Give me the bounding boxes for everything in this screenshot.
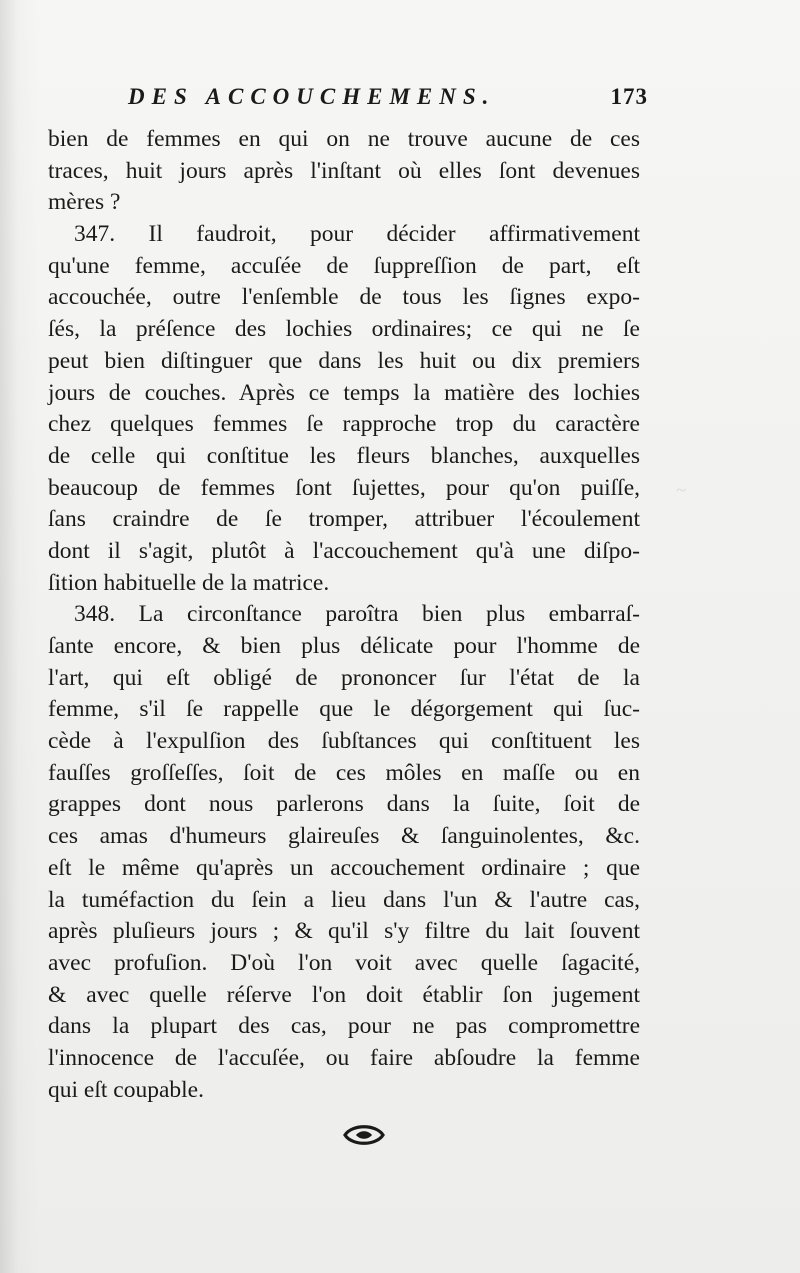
text-line: eſt le même qu'après un accouchement ordinaire ; que xyxy=(48,854,640,881)
text-line: bien de femmes en qui on ne trouve aucune de ces xyxy=(48,126,640,152)
text-line: de celle qui conſtitue les fleurs blanches, auxquelles xyxy=(48,442,640,469)
text-line: accouchée, outre l'enſemble de tous les ſignes expo- xyxy=(48,284,640,311)
text-line: ſés, la préſence des lochies ordinaires; ce qui ne ſe xyxy=(48,316,640,343)
text-line: avec profuſion. D'où l'on voit avec quelle ſagacité, xyxy=(48,949,640,976)
page-number: 173 xyxy=(610,84,648,109)
text-line: après pluſieurs jours ; & qu'il s'y filtre du lait ſouvent xyxy=(48,918,640,945)
text-line: peut bien diſtinguer que dans les huit ou dix premiers xyxy=(48,347,640,374)
body-text xyxy=(48,124,640,1106)
text-line: ces amas d'humeurs glaireuſes & ſanguinolentes, &c. xyxy=(48,823,640,850)
text-line: l'innocence de l'accuſée, ou faire abſoudre la femme xyxy=(48,1044,640,1071)
fleuron-icon xyxy=(342,1122,386,1148)
text-line: cède à l'expulſion des ſubſtances qui conſtituent les xyxy=(48,728,640,755)
text-line: dont il s'agit, plutôt à l'accouchement qu'à une diſpo- xyxy=(48,537,640,564)
text-line: ſans craindre de ſe tromper, attribuer l'écoulement xyxy=(48,506,640,533)
paragraph-347-start: 347. Il faudroit, pour décider affirmativement xyxy=(74,221,640,248)
text-line: femme, s'il ſe rappelle que le dégorgement qui ſuc- xyxy=(48,696,640,723)
text-line: qu'une femme, accuſée de ſuppreſſion de part, eſt xyxy=(48,252,640,279)
text-line: ſition habituelle de la matrice. xyxy=(48,569,330,596)
text-line: jours de couches. Après ce temps la matière des lochies xyxy=(48,379,640,406)
text-line: l'art, qui eſt obligé de prononcer ſur l'état de la xyxy=(48,664,640,691)
text-line: chez quelques femmes ſe rapproche trop du caractère xyxy=(48,411,640,438)
text-line: traces, huit jours après l'inſtant où elles ſont devenues xyxy=(48,157,640,184)
show-through-text: ~ xyxy=(676,480,687,501)
text-line: beaucoup de femmes ſont ſujettes, pour qu'on puiſſe, xyxy=(48,474,640,501)
text-line: ſante encore, & bien plus délicate pour l'homme de xyxy=(48,633,640,659)
text-line: grappes dont nous parlerons dans la ſuite, ſoit de xyxy=(48,791,640,818)
paragraph-348-start: 348. La circonſtance paroîtra bien plus embarraſ- xyxy=(74,601,640,628)
text-line: qui eſt coupable. xyxy=(48,1076,204,1103)
page-header xyxy=(128,84,648,114)
text-line: fauſſes groſſeſſes, ſoit de ces môles en maſſe ou en xyxy=(48,759,640,786)
running-title: DES ACCOUCHEMENS. xyxy=(128,84,496,109)
text-line: dans la plupart des cas, pour ne pas compromettre xyxy=(48,1013,640,1040)
text-line: la tuméfaction du ſein a lieu dans l'un & l'autre cas, xyxy=(48,886,640,913)
text-line: mères ? xyxy=(48,189,121,216)
text-line: & avec quelle réſerve l'on doit établir ſon jugement xyxy=(48,981,640,1008)
